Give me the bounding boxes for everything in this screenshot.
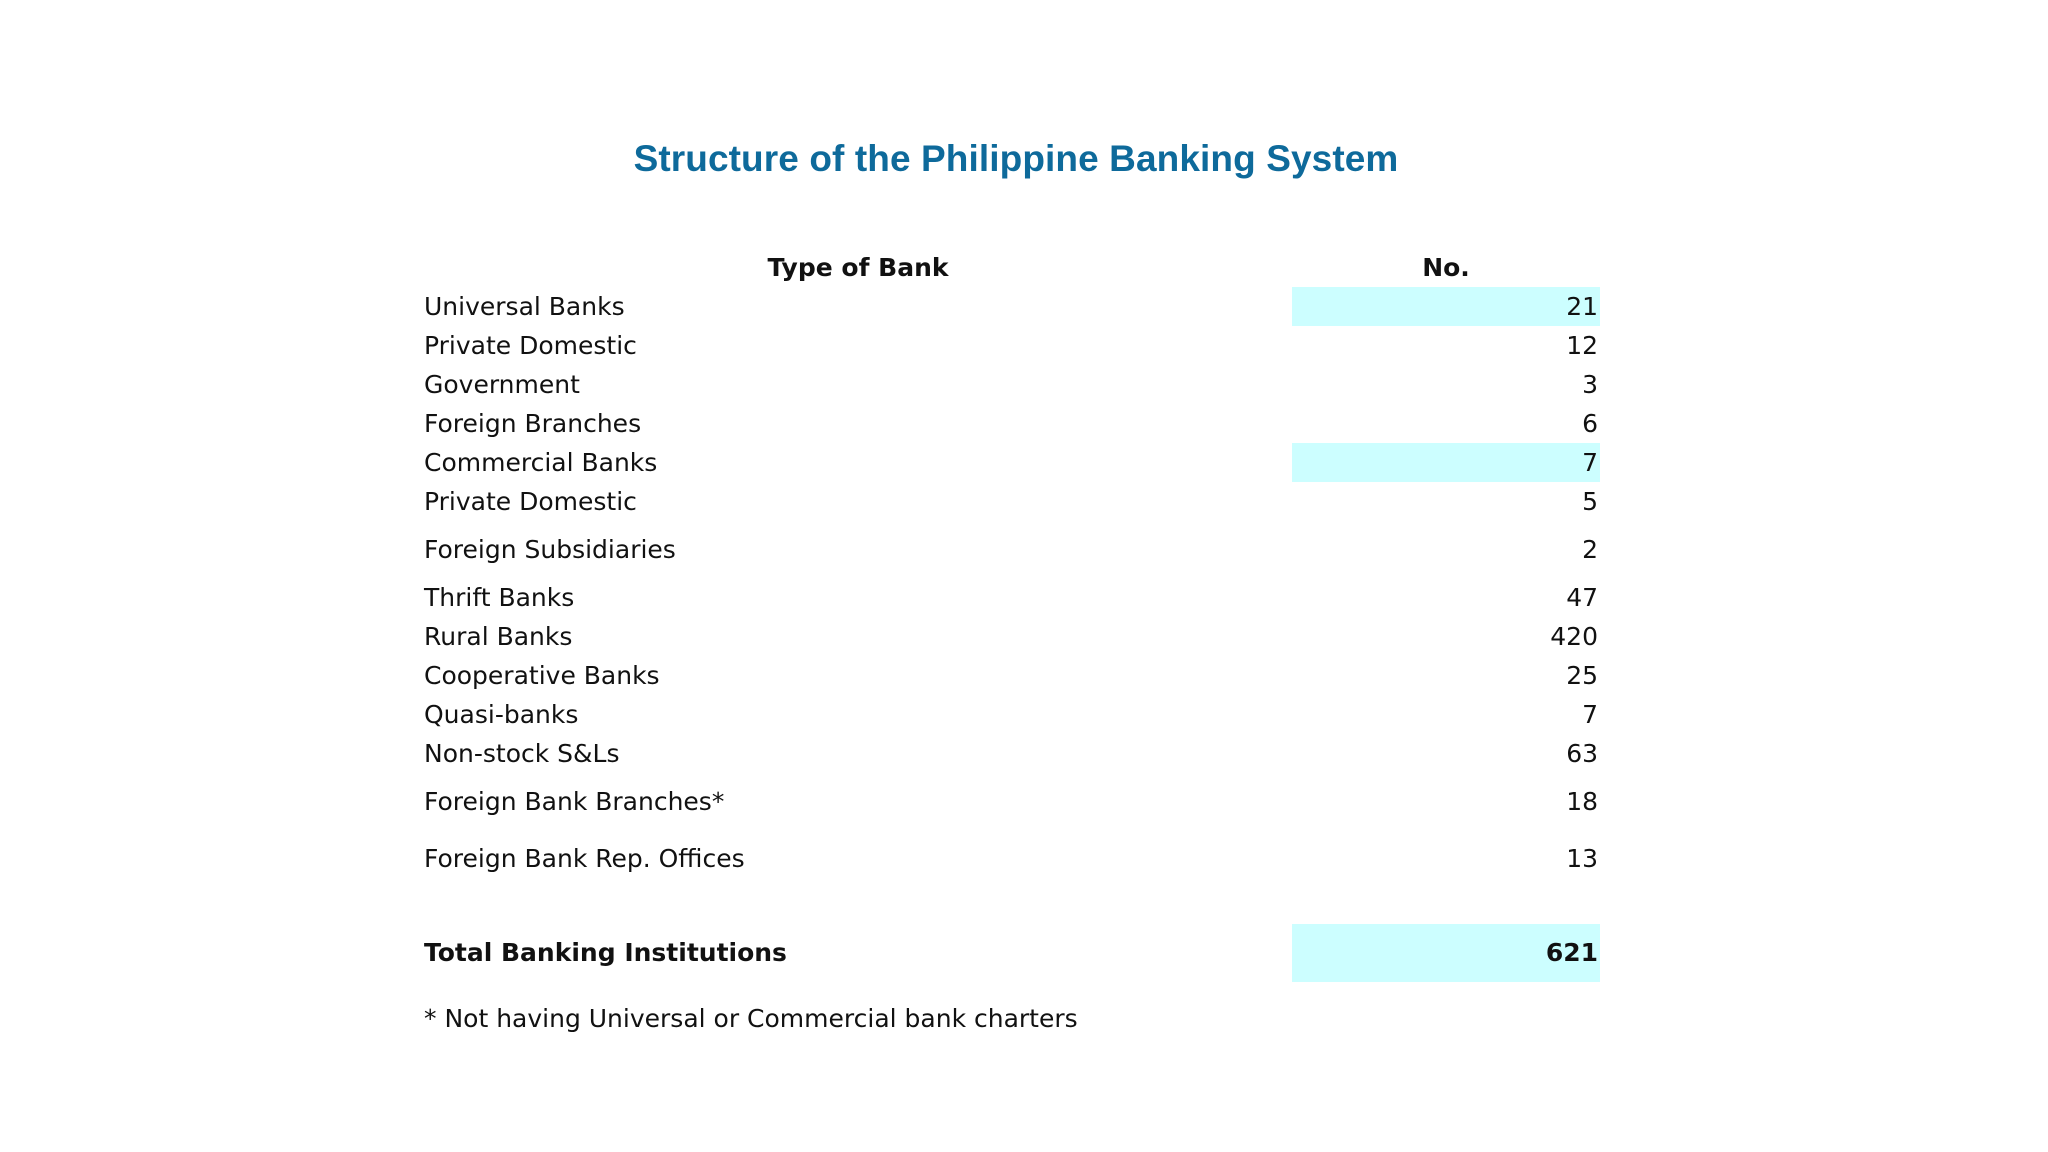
row-label: Universal Banks [424, 292, 625, 321]
total-label: Total Banking Institutions [424, 938, 787, 967]
row-label: Foreign Subsidiaries [424, 535, 676, 564]
count-header: No. [1422, 253, 1470, 282]
table-header-row [424, 248, 1600, 287]
row-value: 13 [1566, 844, 1598, 873]
table-row [424, 782, 1600, 821]
row-value: 7 [1582, 700, 1598, 729]
footnote: * Not having Universal or Commercial bank charters [424, 1004, 1078, 1033]
row-value: 21 [1292, 287, 1600, 326]
row-value: 63 [1566, 739, 1598, 768]
row-value: 18 [1566, 787, 1598, 816]
table-row [424, 443, 1600, 482]
row-value: 2 [1582, 535, 1598, 564]
row-value: 420 [1550, 622, 1598, 651]
row-label: Foreign Bank Rep. Offices [424, 844, 745, 873]
row-label: Government [424, 370, 580, 399]
table-row [424, 482, 1600, 521]
table-row [424, 695, 1600, 734]
table-row [424, 365, 1600, 404]
row-label: Foreign Bank Branches* [424, 787, 725, 816]
total-value: 621 [1292, 924, 1600, 982]
row-value: 25 [1566, 661, 1598, 690]
table-row [424, 578, 1600, 617]
row-label: Rural Banks [424, 622, 573, 651]
page-title: Structure of the Philippine Banking System [633, 138, 1399, 179]
type-of-bank-header: Type of Bank [767, 253, 949, 282]
row-label: Thrift Banks [424, 583, 575, 612]
table-row [424, 287, 1600, 326]
row-value: 5 [1582, 487, 1598, 516]
row-label: Private Domestic [424, 331, 637, 360]
table-row [424, 617, 1600, 656]
row-label: Quasi-banks [424, 700, 579, 729]
row-value: 3 [1582, 370, 1598, 399]
row-label: Private Domestic [424, 487, 637, 516]
row-label: Cooperative Banks [424, 661, 660, 690]
row-value: 6 [1582, 409, 1598, 438]
row-value: 12 [1566, 331, 1598, 360]
row-value: 7 [1292, 443, 1600, 482]
table-row [424, 326, 1600, 365]
table-row [424, 839, 1600, 878]
table-row [424, 404, 1600, 443]
row-value: 47 [1566, 583, 1598, 612]
row-label: Commercial Banks [424, 448, 658, 477]
table-row [424, 734, 1600, 773]
row-label: Foreign Branches [424, 409, 642, 438]
row-label: Non-stock S&Ls [424, 739, 620, 768]
table-row [424, 530, 1600, 569]
table-row [424, 656, 1600, 695]
total-row [424, 924, 1600, 982]
